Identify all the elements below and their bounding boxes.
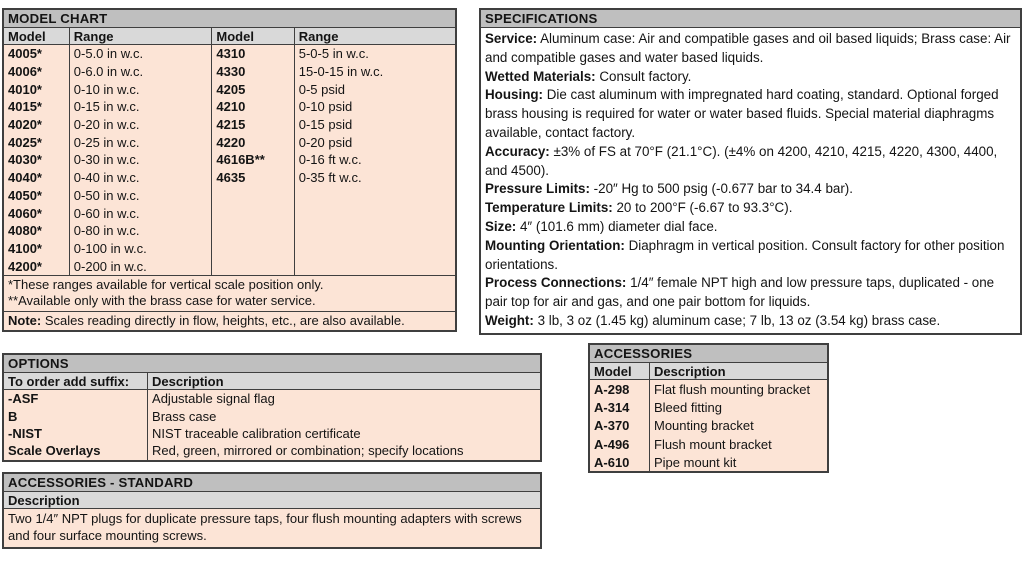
accessories-standard-title-row [3, 473, 541, 492]
specifications-panel [479, 8, 1022, 335]
accessories-table [588, 343, 829, 473]
options-row [3, 390, 541, 408]
range-cell: 0-30 in w.c. [69, 151, 212, 169]
range-cell: 0-16 ft w.c. [294, 151, 456, 169]
description-cell: Flush mount bracket [650, 435, 829, 453]
column-header-description: Description [650, 363, 829, 380]
model-cell: 4310 [212, 45, 294, 63]
spec-item: Service: Aluminum case: Air and compatible gases and oil based liquids; Brass case: Air and compatible gases and water based liquids. [485, 31, 1011, 65]
model_chart-row [3, 116, 456, 134]
range-cell: 0-6.0 in w.c. [69, 63, 212, 81]
accessories-standard-body-row [3, 509, 541, 549]
model-chart-footnotes [3, 275, 456, 311]
note-label: Note: [8, 313, 42, 329]
description-cell: Mounting bracket [650, 417, 829, 435]
range-cell: 0-5 psid [294, 80, 456, 98]
model-cell: 4006* [3, 63, 69, 81]
range-cell: 15-0-15 in w.c. [294, 63, 456, 81]
model-cell: A-298 [589, 380, 650, 399]
column-header-description: Description [3, 492, 541, 509]
spec-item-label: Process Connections: [485, 275, 627, 291]
spec-item-label: Accuracy: [485, 143, 550, 159]
range-cell: 0-200 in w.c. [69, 257, 212, 275]
accessories-body [589, 380, 828, 473]
range-cell [294, 204, 456, 222]
spec-item: Pressure Limits: -20″ Hg to 500 psig (-0.677 bar to 34.4 bar). [485, 181, 853, 197]
model-cell [212, 204, 294, 222]
description-cell: Adjustable signal flag [148, 390, 541, 408]
spec-item: Process Connections: 1/4″ female NPT high and low pressure taps, duplicated - one pair top for air and gas, and one pair bottom for liquids. [485, 275, 995, 310]
model_chart-row [3, 169, 456, 187]
accessories-standard-table [2, 472, 542, 549]
accessories-standard-title: ACCESSORIES - STANDARD [3, 473, 541, 492]
model-cell [212, 257, 294, 275]
spec-item: Size: 4″ (101.6 mm) diameter dial face. [485, 218, 718, 234]
model_chart-row [3, 151, 456, 169]
model-cell: 4635 [212, 169, 294, 187]
model-cell: 4025* [3, 133, 69, 151]
range-cell: 0-40 in w.c. [69, 169, 212, 187]
suffix-cell: B [3, 407, 148, 424]
options-title-row [3, 354, 541, 373]
range-cell: 0-60 in w.c. [69, 204, 212, 222]
model-cell: 4616B** [212, 151, 294, 169]
model_chart-row [3, 80, 456, 98]
column-header-suffix: To order add suffix: [3, 373, 148, 390]
model-chart-body [3, 45, 456, 276]
column-header-model-2: Model [212, 28, 294, 45]
model-chart-note [3, 311, 456, 331]
spec-item-label: Wetted Materials: [485, 68, 596, 84]
model-cell: 4215 [212, 116, 294, 134]
range-cell: 0-100 in w.c. [69, 240, 212, 258]
model-chart-table [2, 8, 457, 332]
model-cell: 4200* [3, 257, 69, 275]
range-cell: 0-25 in w.c. [69, 133, 212, 151]
model-cell: 4205 [212, 80, 294, 98]
model-cell: 4040* [3, 169, 69, 187]
range-cell [294, 187, 456, 205]
model-cell: A-610 [589, 453, 650, 472]
model-cell: 4210 [212, 98, 294, 116]
description-cell: NIST traceable calibration certificate [148, 425, 541, 442]
range-cell: 0-20 psid [294, 133, 456, 151]
spec-item-label: Housing: [485, 87, 544, 103]
model_chart-row [3, 257, 456, 275]
range-cell [294, 257, 456, 275]
specifications-body [481, 28, 1020, 333]
options-table [2, 353, 542, 462]
model-cell [212, 187, 294, 205]
spec-item-label: Mounting Orientation: [485, 237, 625, 253]
spec-item: Mounting Orientation: Diaphragm in vertical position. Consult factory for other position orientations. [485, 237, 1005, 272]
description-cell: Bleed fitting [650, 398, 829, 416]
model_chart-row [3, 222, 456, 240]
accessories-standard-header-row [3, 492, 541, 509]
range-cell: 0-5.0 in w.c. [69, 45, 212, 63]
accessories-row [589, 380, 828, 399]
range-cell [294, 222, 456, 240]
model-cell: 4020* [3, 116, 69, 134]
options-row [3, 407, 541, 424]
model-cell: A-496 [589, 435, 650, 453]
description-cell: Red, green, mirrored or combination; specify locations [148, 442, 541, 460]
spec-item: Accuracy: ±3% of FS at 70°F (21.1°C). (±4% on 4200, 4210, 4215, 4220, 4300, 4400, and 4500). [485, 143, 998, 178]
model-cell: 4330 [212, 63, 294, 81]
range-cell: 0-10 in w.c. [69, 80, 212, 98]
model-chart-footnotes-row [3, 275, 456, 311]
model_chart-row [3, 98, 456, 116]
model-cell: A-370 [589, 417, 650, 435]
range-cell: 0-35 ft w.c. [294, 169, 456, 187]
accessories-title-row [589, 344, 828, 363]
accessories-panel [588, 343, 829, 473]
range-cell: 0-80 in w.c. [69, 222, 212, 240]
note-text: Scales reading directly in flow, heights, etc., are also available. [44, 313, 405, 329]
options-body [3, 390, 541, 461]
options-row [3, 425, 541, 442]
range-cell: 0-10 psid [294, 98, 456, 116]
suffix-cell: Scale Overlays [3, 442, 148, 460]
model-cell: 4005* [3, 45, 69, 63]
options-header-row [3, 373, 541, 390]
range-cell [294, 240, 456, 258]
model-cell: 4080* [3, 222, 69, 240]
model_chart-row [3, 63, 456, 81]
model-chart-title: MODEL CHART [3, 9, 456, 28]
spec-item: Temperature Limits: 20 to 200°F (-6.67 to 93.3°C). [485, 200, 793, 216]
accessories-standard-text: Two 1/4″ NPT plugs for duplicate pressure taps, four flush mounting adapters with screws and four surface mounting screws. [3, 509, 541, 549]
model-cell: 4220 [212, 133, 294, 151]
spec-item: Wetted Materials: Consult factory. [485, 68, 692, 84]
model-chart-header-row [3, 28, 456, 45]
spec-item: Weight: 3 lb, 3 oz (1.45 kg) aluminum case; 7 lb, 13 oz (3.54 kg) brass case. [485, 312, 941, 328]
range-cell: 0-50 in w.c. [69, 187, 212, 205]
accessories-header-row [589, 363, 828, 380]
model-chart-panel [2, 8, 457, 332]
footnote-vertical-scale: *These ranges available for vertical scale position only. [8, 276, 324, 292]
model-cell [212, 240, 294, 258]
spec-item-label: Pressure Limits: [485, 181, 590, 197]
spec-item-label: Weight: [485, 312, 534, 328]
model_chart-row [3, 45, 456, 63]
model-cell: 4030* [3, 151, 69, 169]
model-cell: 4100* [3, 240, 69, 258]
spec-item-label: Size: [485, 218, 517, 234]
column-header-model-1: Model [3, 28, 69, 45]
suffix-cell: -ASF [3, 390, 148, 408]
description-cell: Brass case [148, 407, 541, 424]
footnote-brass-case: **Available only with the brass case for water service. [8, 293, 316, 309]
model_chart-row [3, 204, 456, 222]
model-cell: 4060* [3, 204, 69, 222]
accessories-standard-panel [2, 472, 542, 549]
options-panel [2, 353, 542, 462]
column-header-description: Description [148, 373, 541, 390]
spec-item-label: Service: [485, 31, 538, 46]
spec-item: Housing: Die cast aluminum with impregnated hard coating, standard. Optional forged brass housing is required for water or water based fluids. Special material diaphragms available, contact factory. [485, 87, 999, 140]
model_chart-row [3, 133, 456, 151]
model-chart-title-row [3, 9, 456, 28]
model-cell: 4015* [3, 98, 69, 116]
model-chart-note-row [3, 311, 456, 331]
options-row [3, 442, 541, 460]
range-cell: 0-15 psid [294, 116, 456, 134]
specifications-title: SPECIFICATIONS [481, 10, 1020, 28]
accessories-title: ACCESSORIES [589, 344, 828, 363]
suffix-cell: -NIST [3, 425, 148, 442]
options-title: OPTIONS [3, 354, 541, 373]
model_chart-row [3, 240, 456, 258]
accessories-row [589, 453, 828, 472]
model-cell: A-314 [589, 398, 650, 416]
description-cell: Pipe mount kit [650, 453, 829, 472]
accessories-row [589, 398, 828, 416]
accessories-row [589, 435, 828, 453]
description-cell: Flat flush mounting bracket [650, 380, 829, 399]
model-cell: 4050* [3, 187, 69, 205]
model_chart-row [3, 187, 456, 205]
model-cell [212, 222, 294, 240]
spec-item-label: Temperature Limits: [485, 200, 613, 216]
column-header-range-1: Range [69, 28, 212, 45]
accessories-row [589, 417, 828, 435]
model-cell: 4010* [3, 80, 69, 98]
column-header-range-2: Range [294, 28, 456, 45]
range-cell: 0-20 in w.c. [69, 116, 212, 134]
range-cell: 5-0-5 in w.c. [294, 45, 456, 63]
range-cell: 0-15 in w.c. [69, 98, 212, 116]
column-header-model: Model [589, 363, 650, 380]
